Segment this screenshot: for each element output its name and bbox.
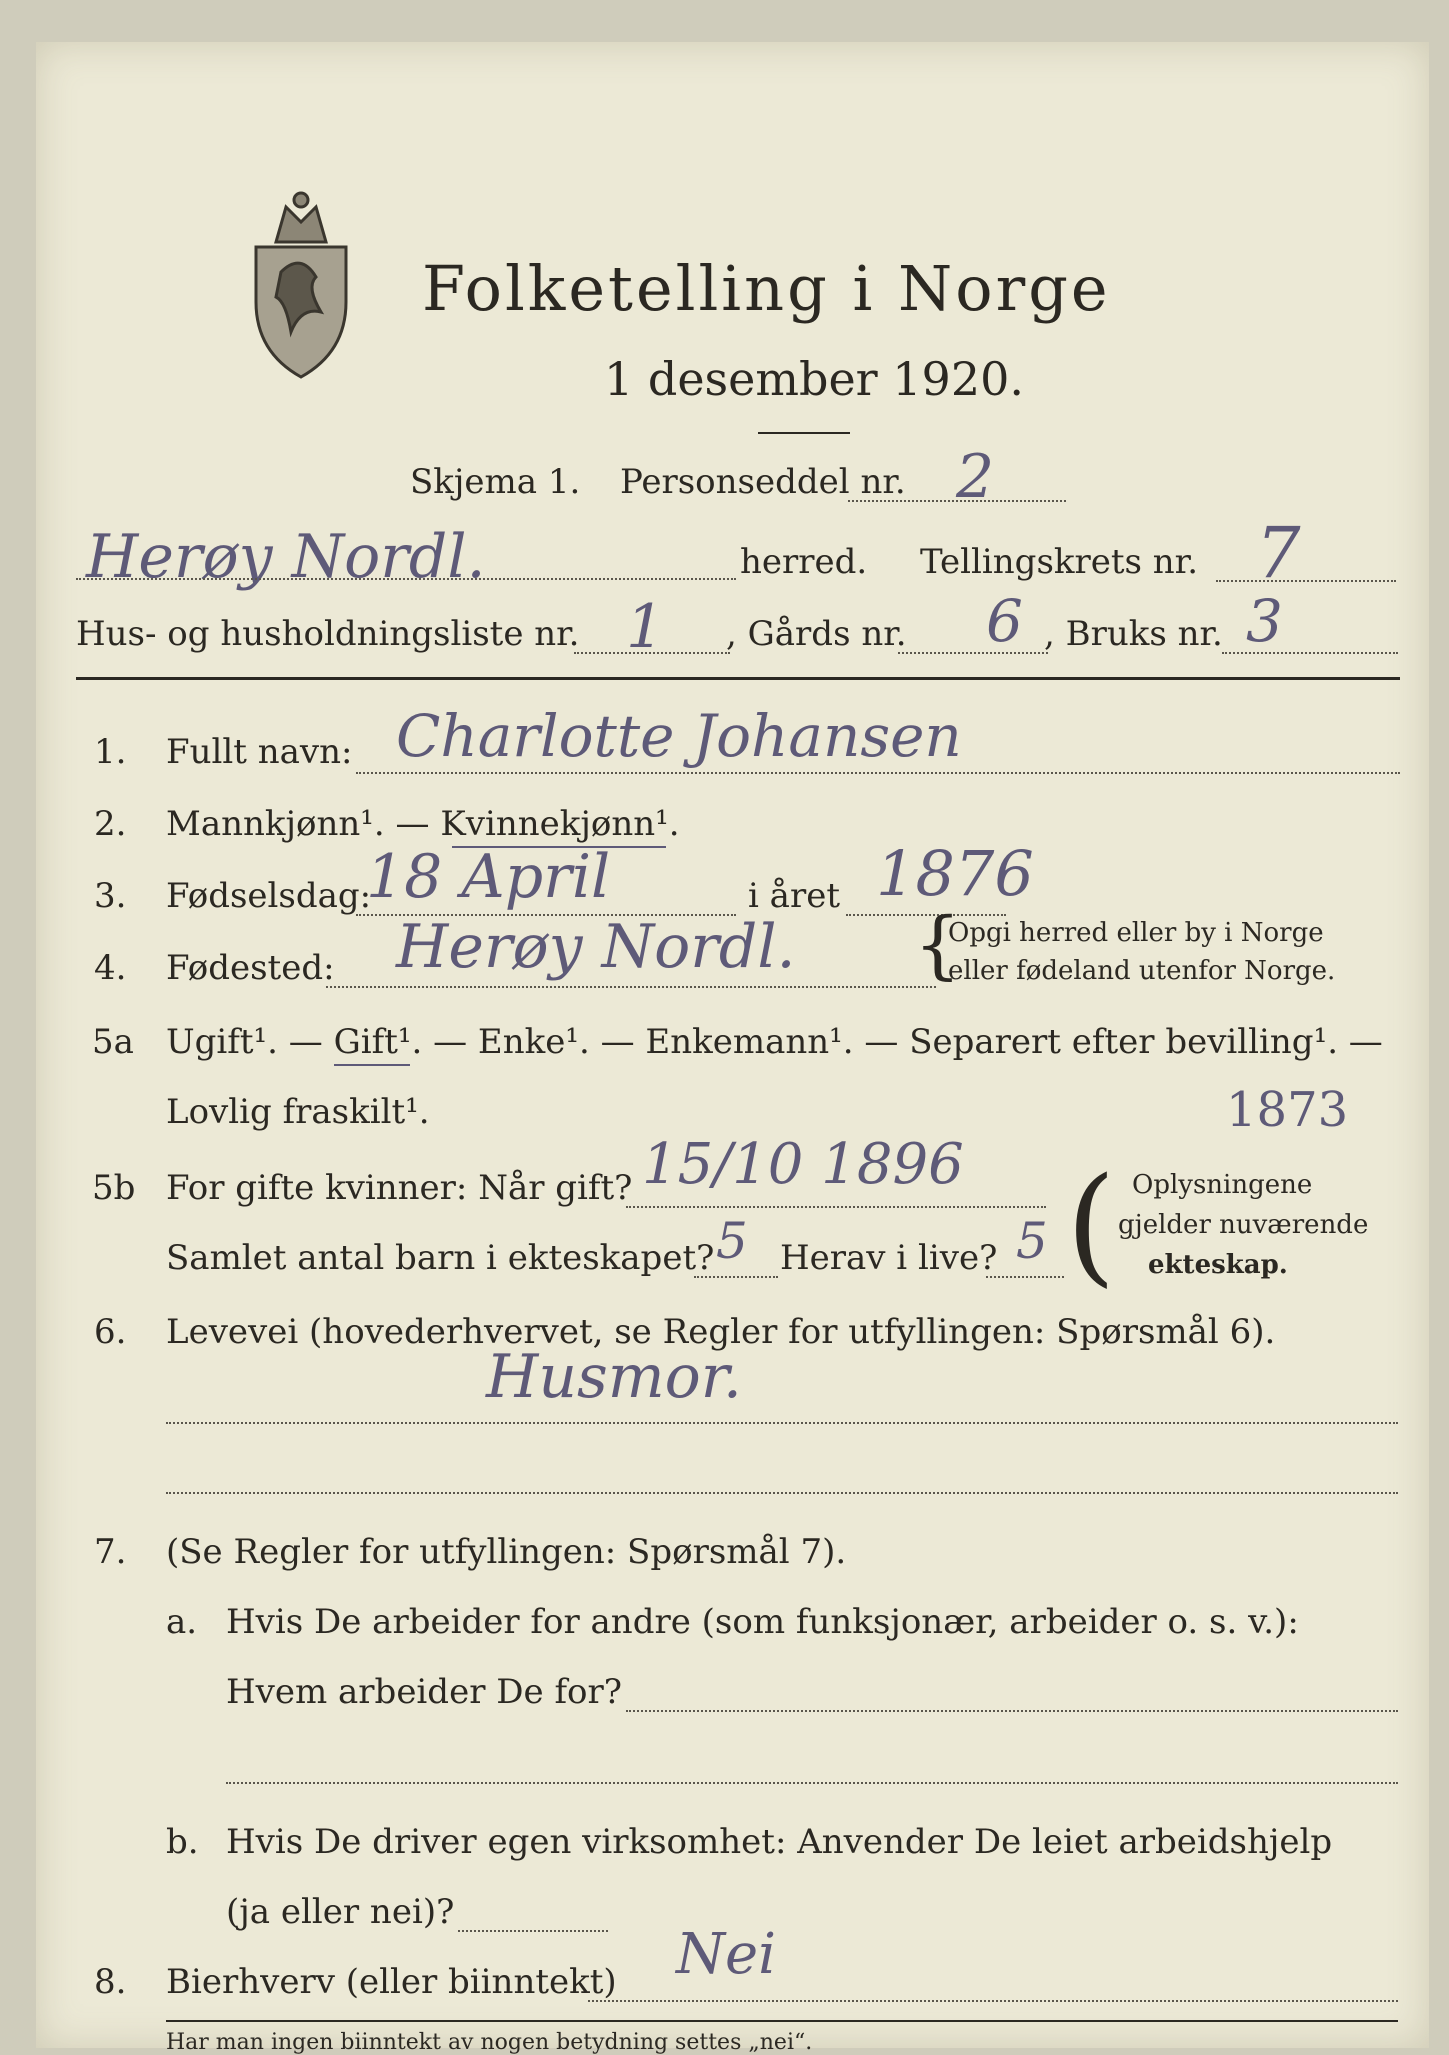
q5b-line2	[694, 1276, 778, 1278]
q3-year-value[interactable]: 1876	[876, 837, 1034, 910]
tellingskrets-line	[1216, 580, 1396, 582]
gards-line	[898, 652, 1048, 654]
q7b-letter: b.	[166, 1822, 199, 1862]
schema-label: Skjema 1.	[410, 462, 581, 502]
q4-number: 4.	[94, 948, 127, 988]
q7-label: (Se Regler for utfyllingen: Spørsmål 7).	[166, 1532, 847, 1572]
q7b-question: (ja eller nei)?	[226, 1892, 455, 1932]
q1-value[interactable]: Charlotte Johansen	[396, 702, 962, 770]
gards-value[interactable]: 6	[986, 587, 1023, 655]
herred-label: herred.	[740, 542, 868, 582]
q5b-note-line1: Oplysningene	[1132, 1170, 1313, 1200]
q5b-label2: Samlet antal barn i ekteskapet?	[166, 1238, 715, 1278]
q7a-line1	[626, 1710, 1398, 1712]
q7a-line2	[226, 1782, 1398, 1784]
bruks-label: , Bruks nr.	[1044, 614, 1223, 654]
q4-note-line2: eller fødeland utenfor Norge.	[948, 956, 1336, 986]
q3-number: 3.	[94, 876, 127, 916]
census-form-page	[36, 42, 1429, 2055]
q5b-note-line3: ekteskap.	[1148, 1250, 1288, 1280]
q7b-text: Hvis De driver egen virksomhet: Anvender De leiet arbeidshjelp	[226, 1822, 1333, 1862]
header-rule	[76, 677, 1400, 680]
q5a-line1: Ugift¹. — Gift¹. — Enke¹. — Enkemann¹. — Separert efter bevilling¹. —	[166, 1022, 1383, 1062]
hus-label: Hus- og husholdningsliste nr.	[76, 614, 580, 654]
q5b-line1	[626, 1206, 1046, 1208]
hus-value[interactable]: 1	[626, 592, 665, 662]
q3-year-label: i året	[748, 876, 840, 916]
q8-value[interactable]: Nei	[676, 1922, 777, 1987]
q1-line	[356, 772, 1400, 774]
footer-note: Har man ingen biinntekt av nogen betydning settes „nei“.	[166, 2030, 813, 2055]
q6-value[interactable]: Husmor.	[486, 1342, 742, 1412]
q5b-line3	[986, 1276, 1064, 1278]
q6-label: Levevei (hovederhvervet, se Regler for utfyllingen: Spørsmål 6).	[166, 1312, 1276, 1352]
q5b-label1: For gifte kvinner: Når gift?	[166, 1168, 633, 1208]
q5a-gift-mark	[334, 1064, 410, 1066]
q5b-value3[interactable]: 5	[1016, 1212, 1048, 1270]
q5b-number: 5b	[92, 1168, 136, 1208]
q1-label: Fullt navn:	[166, 732, 353, 772]
q5a-number: 5a	[92, 1022, 134, 1062]
q5a-line2: Lovlig fraskilt¹.	[166, 1092, 430, 1132]
title-divider	[758, 432, 850, 434]
footer-rule	[166, 2020, 1398, 2022]
q7a-question: Hvem arbeider De for?	[226, 1672, 622, 1712]
form-title: Folketelling i Norge	[422, 252, 1111, 325]
q4-note-line1: Opgi herred eller by i Norge	[948, 918, 1324, 948]
tellingskrets-label: Tellingskrets nr.	[920, 542, 1199, 582]
q5b-note-line2: gjelder nuværende	[1118, 1210, 1369, 1240]
q1-number: 1.	[94, 732, 127, 772]
q7a-letter: a.	[166, 1602, 198, 1642]
q8-line	[588, 2000, 1398, 2002]
q5b-label3: Herav i live?	[780, 1238, 998, 1278]
q5b-value2[interactable]: 5	[716, 1212, 748, 1270]
bruks-value[interactable]: 3	[1246, 587, 1283, 655]
q5b-brace: (	[1066, 1151, 1116, 1300]
tellingskrets-value[interactable]: 7	[1256, 512, 1301, 594]
q4-label: Fødested:	[166, 948, 335, 988]
q2-label: Mannkjønn¹. — Kvinnekjønn¹.	[166, 804, 680, 844]
q3-label: Fødselsdag:	[166, 876, 372, 916]
q7a-text: Hvis De arbeider for andre (som funksjonær, arbeider o. s. v.):	[226, 1602, 1299, 1642]
q8-label: Bierhverv (eller biinntekt)	[166, 1962, 617, 2002]
q4-value[interactable]: Herøy Nordl.	[396, 912, 796, 982]
q5b-value1[interactable]: 15/10 1896	[642, 1132, 964, 1197]
personseddel-label: Personseddel nr.	[620, 462, 906, 502]
form-date: 1 desember 1920.	[604, 352, 1024, 406]
q4-brace: {	[914, 902, 962, 988]
q8-number: 8.	[94, 1962, 127, 2002]
herred-line	[76, 578, 736, 580]
q6-number: 6.	[94, 1312, 127, 1352]
q6-line1	[166, 1422, 1398, 1424]
q6-line2	[166, 1492, 1398, 1494]
q5a-margin-note: 1873	[1226, 1082, 1349, 1138]
herred-value[interactable]: Herøy Nordl.	[86, 522, 486, 592]
q3-value[interactable]: 18 April	[366, 842, 611, 912]
norwegian-coat-of-arms-icon	[246, 182, 356, 382]
q7b-line	[458, 1930, 608, 1932]
q7-number: 7.	[94, 1532, 127, 1572]
gards-label: , Gårds nr.	[726, 614, 907, 654]
q2-number: 2.	[94, 804, 127, 844]
q4-line	[326, 986, 936, 988]
personseddel-value[interactable]: 2	[956, 442, 995, 512]
